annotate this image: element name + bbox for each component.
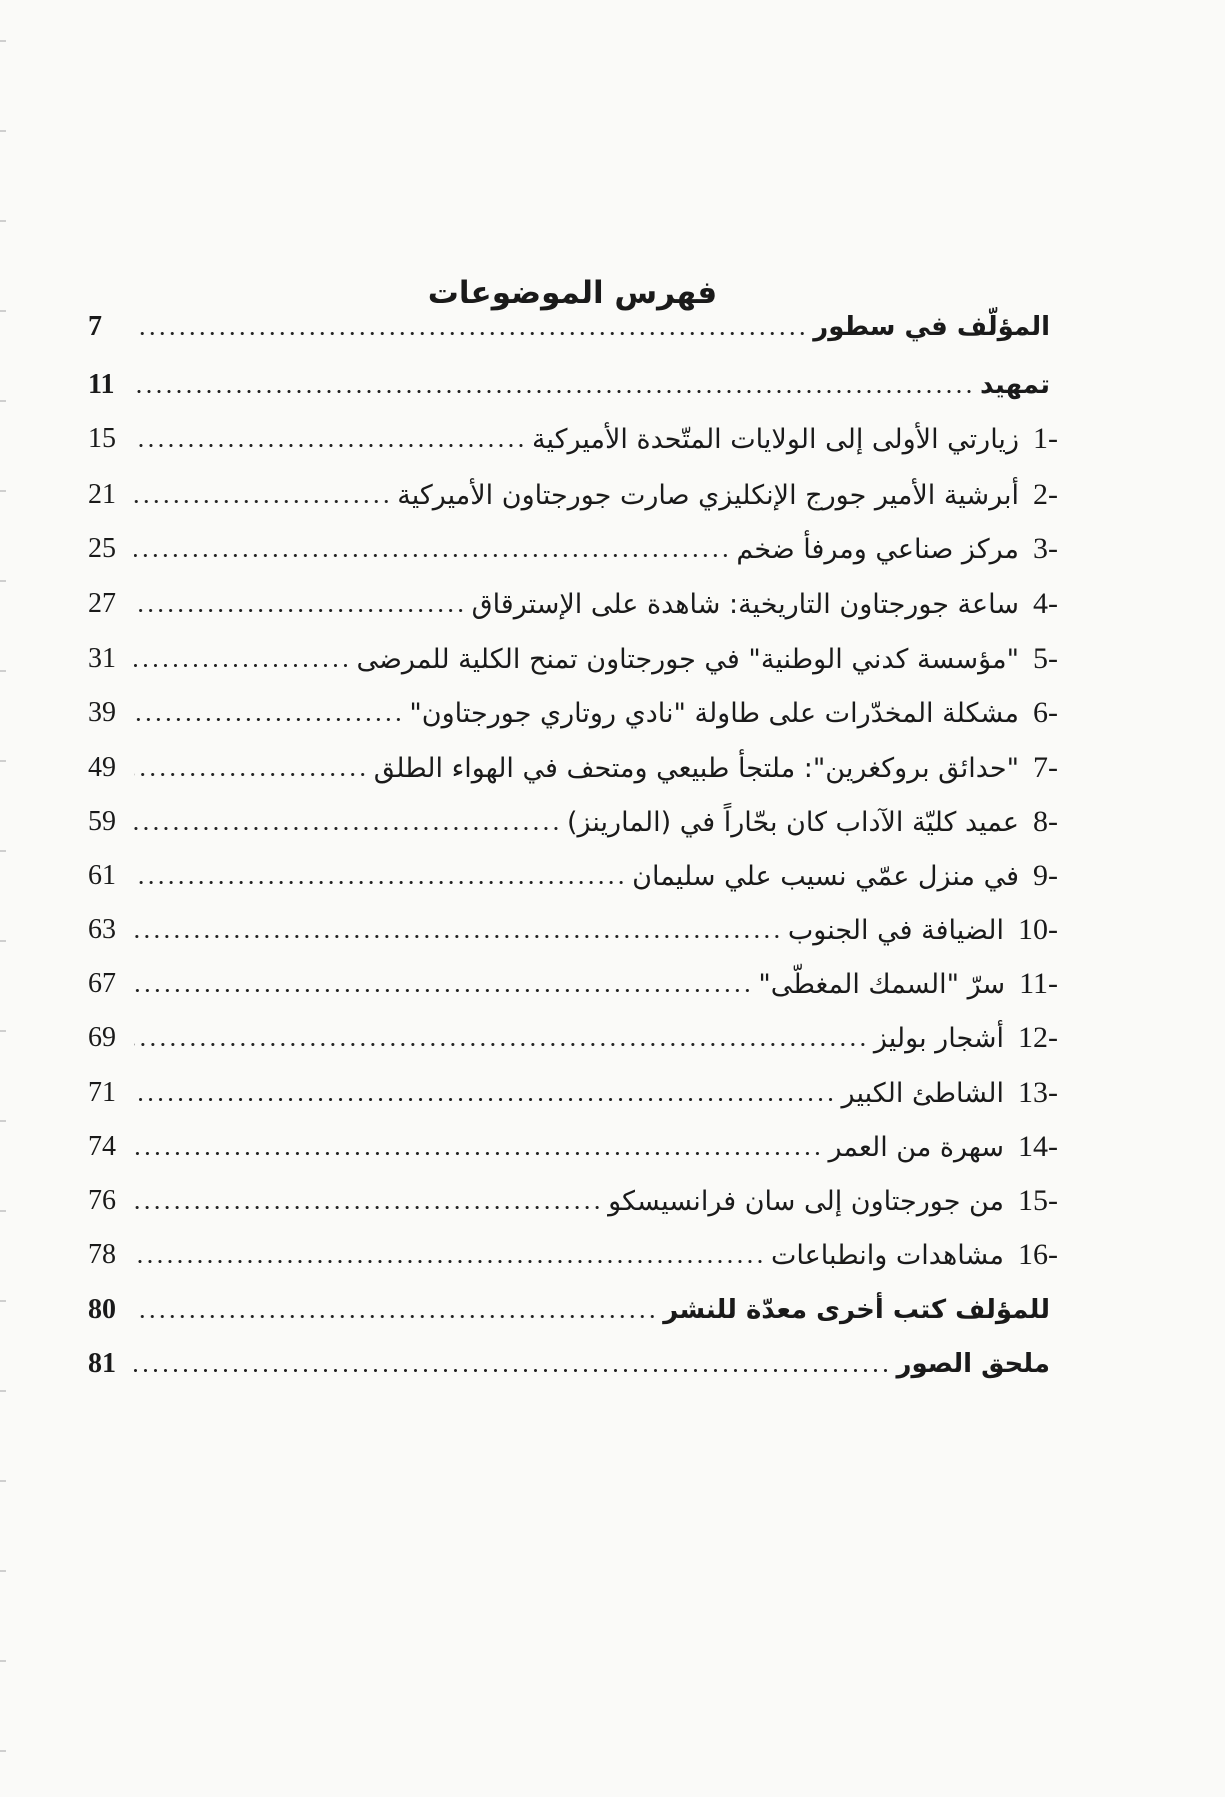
toc-entry-page-number: 80 <box>88 1294 116 1325</box>
toc-entry-number: 4- <box>1033 587 1058 620</box>
toc-entry <box>88 1288 1058 1332</box>
dot-leader <box>134 500 391 503</box>
dot-leader <box>134 664 350 667</box>
toc-entry <box>88 908 1058 952</box>
toc-entry-title: سرّ "السمك المغطّى" <box>758 968 1006 1000</box>
toc-entry-title: للمؤلف كتب أخرى معدّة للنشر <box>663 1295 1050 1325</box>
toc-entry-page-number: 76 <box>88 1185 116 1216</box>
toc-entry-page-number: 31 <box>88 643 116 674</box>
toc-entry-number: 6- <box>1033 696 1058 729</box>
dot-leader <box>134 390 974 393</box>
toc-entry-number: 12- <box>1018 1021 1058 1054</box>
toc-entry-title: أشجار بوليز <box>873 1022 1004 1054</box>
toc-entry <box>88 1233 1058 1277</box>
toc-entry-page-number: 61 <box>88 860 116 891</box>
toc-entry-title: مشكلة المخدّرات على طاولة "نادي روتاري جورجتاون" <box>409 697 1019 729</box>
toc-entry-page-number: 78 <box>88 1239 116 1270</box>
toc-entry-number: 15- <box>1018 1184 1058 1217</box>
dot-leader <box>134 1260 765 1263</box>
toc-entry-title: عميد كليّة الآداب كان بحّاراً في (المارينز) <box>566 806 1019 838</box>
toc-entry-page-number: 7 <box>88 311 102 342</box>
toc-entry-page-number: 11 <box>88 369 115 400</box>
toc-entry <box>88 1071 1058 1115</box>
toc-entry-page-number: 63 <box>88 914 116 945</box>
toc-entry <box>88 417 1058 461</box>
toc-entry <box>88 691 1058 735</box>
toc-entry-number: 16- <box>1018 1238 1058 1271</box>
toc-entry <box>88 1179 1058 1223</box>
dot-leader <box>134 554 730 557</box>
toc-entry-page-number: 25 <box>88 533 116 564</box>
dot-leader <box>134 881 626 884</box>
dot-leader <box>134 1098 836 1101</box>
toc-entry-title: مشاهدات وانطباعات <box>770 1239 1004 1271</box>
toc-entry-number: 14- <box>1018 1130 1058 1163</box>
toc-entry-number: 13- <box>1018 1076 1058 1109</box>
toc-entry <box>88 637 1058 681</box>
toc-entry-title: تمهيد <box>980 370 1050 400</box>
toc-entry-title: زيارتي الأولى إلى الولايات المتّحدة الأميركية <box>531 423 1019 455</box>
toc-entry-title: مركز صناعي ومرفأ ضخم <box>736 533 1019 565</box>
toc-entry-title: ملحق الصور <box>896 1349 1050 1379</box>
toc-entry-number: 9- <box>1033 859 1058 892</box>
toc-entry <box>88 1125 1058 1169</box>
toc-entry-page-number: 27 <box>88 588 116 619</box>
toc-entry-page-number: 15 <box>88 423 116 454</box>
toc-entry-title: سهرة من العمر <box>828 1131 1004 1163</box>
dot-leader <box>134 773 368 776</box>
toc-entry-page-number: 21 <box>88 479 116 510</box>
toc-entry-number: 1- <box>1033 422 1058 455</box>
toc-entry <box>88 363 1058 407</box>
toc-entry <box>88 305 1058 349</box>
toc-entry <box>88 1016 1058 1060</box>
dot-leader <box>134 609 466 612</box>
dot-leader <box>134 935 782 938</box>
toc-entry-number: 2- <box>1033 478 1058 511</box>
toc-entry-page-number: 59 <box>88 806 116 837</box>
toc-entry-number: 11- <box>1019 967 1058 1000</box>
toc-entry-number: 10- <box>1018 913 1058 946</box>
dot-leader <box>134 1369 891 1372</box>
dot-leader <box>134 1152 822 1155</box>
toc-entry <box>88 473 1058 517</box>
toc-entry-title: "مؤسسة كدني الوطنية" في جورجتاون تمنح الكلية للمرضى <box>356 643 1019 675</box>
toc-entry-title: أبرشية الأمير جورج الإنكليزي صارت جورجتاون الأميركية <box>397 479 1019 511</box>
toc-entry-number: 5- <box>1033 642 1058 675</box>
toc-entry-title: الضيافة في الجنوب <box>787 914 1004 946</box>
toc-entry <box>88 746 1058 790</box>
toc-entry-page-number: 67 <box>88 968 116 999</box>
toc-entry-title: "حدائق بروكغرين": ملتجأ طبيعي ومتحف في الهواء الطلق <box>373 752 1019 784</box>
toc-entry-title: من جورجتاون إلى سان فرانسيسكو <box>608 1185 1004 1217</box>
toc-entry-page-number: 69 <box>88 1022 116 1053</box>
dot-leader <box>134 989 752 992</box>
toc-entry <box>88 527 1058 571</box>
toc-entry-title: ساعة جورجتاون التاريخية: شاهدة على الإسترقاق <box>471 588 1019 620</box>
dot-leader <box>134 444 526 447</box>
dot-leader <box>134 1206 602 1209</box>
toc-entry-number: 3- <box>1033 532 1058 565</box>
toc-entry <box>88 962 1058 1006</box>
dot-leader <box>134 1315 657 1318</box>
toc-entry-title: المؤلّف في سطور <box>813 312 1050 342</box>
toc-entry-page-number: 49 <box>88 752 116 783</box>
toc-entry <box>88 800 1058 844</box>
toc-entry-page-number: 74 <box>88 1131 116 1162</box>
dot-leader <box>134 332 807 335</box>
toc-entry <box>88 854 1058 898</box>
dot-leader <box>134 718 403 721</box>
dot-leader <box>134 1043 868 1046</box>
toc-entry-number: 8- <box>1033 805 1058 838</box>
page-title: فهرس الموضوعات <box>427 275 718 311</box>
toc-entry <box>88 1342 1058 1386</box>
toc-entry <box>88 582 1058 626</box>
toc-entry-title: في منزل عمّي نسيب علي سليمان <box>632 860 1019 892</box>
toc-entry-title: الشاطئ الكبير <box>841 1077 1004 1109</box>
toc-entry-number: 7- <box>1033 751 1058 784</box>
toc-entry-page-number: 39 <box>88 697 116 728</box>
dot-leader <box>134 827 561 830</box>
toc-entry-page-number: 71 <box>88 1077 116 1108</box>
toc-entry-page-number: 81 <box>88 1348 116 1379</box>
